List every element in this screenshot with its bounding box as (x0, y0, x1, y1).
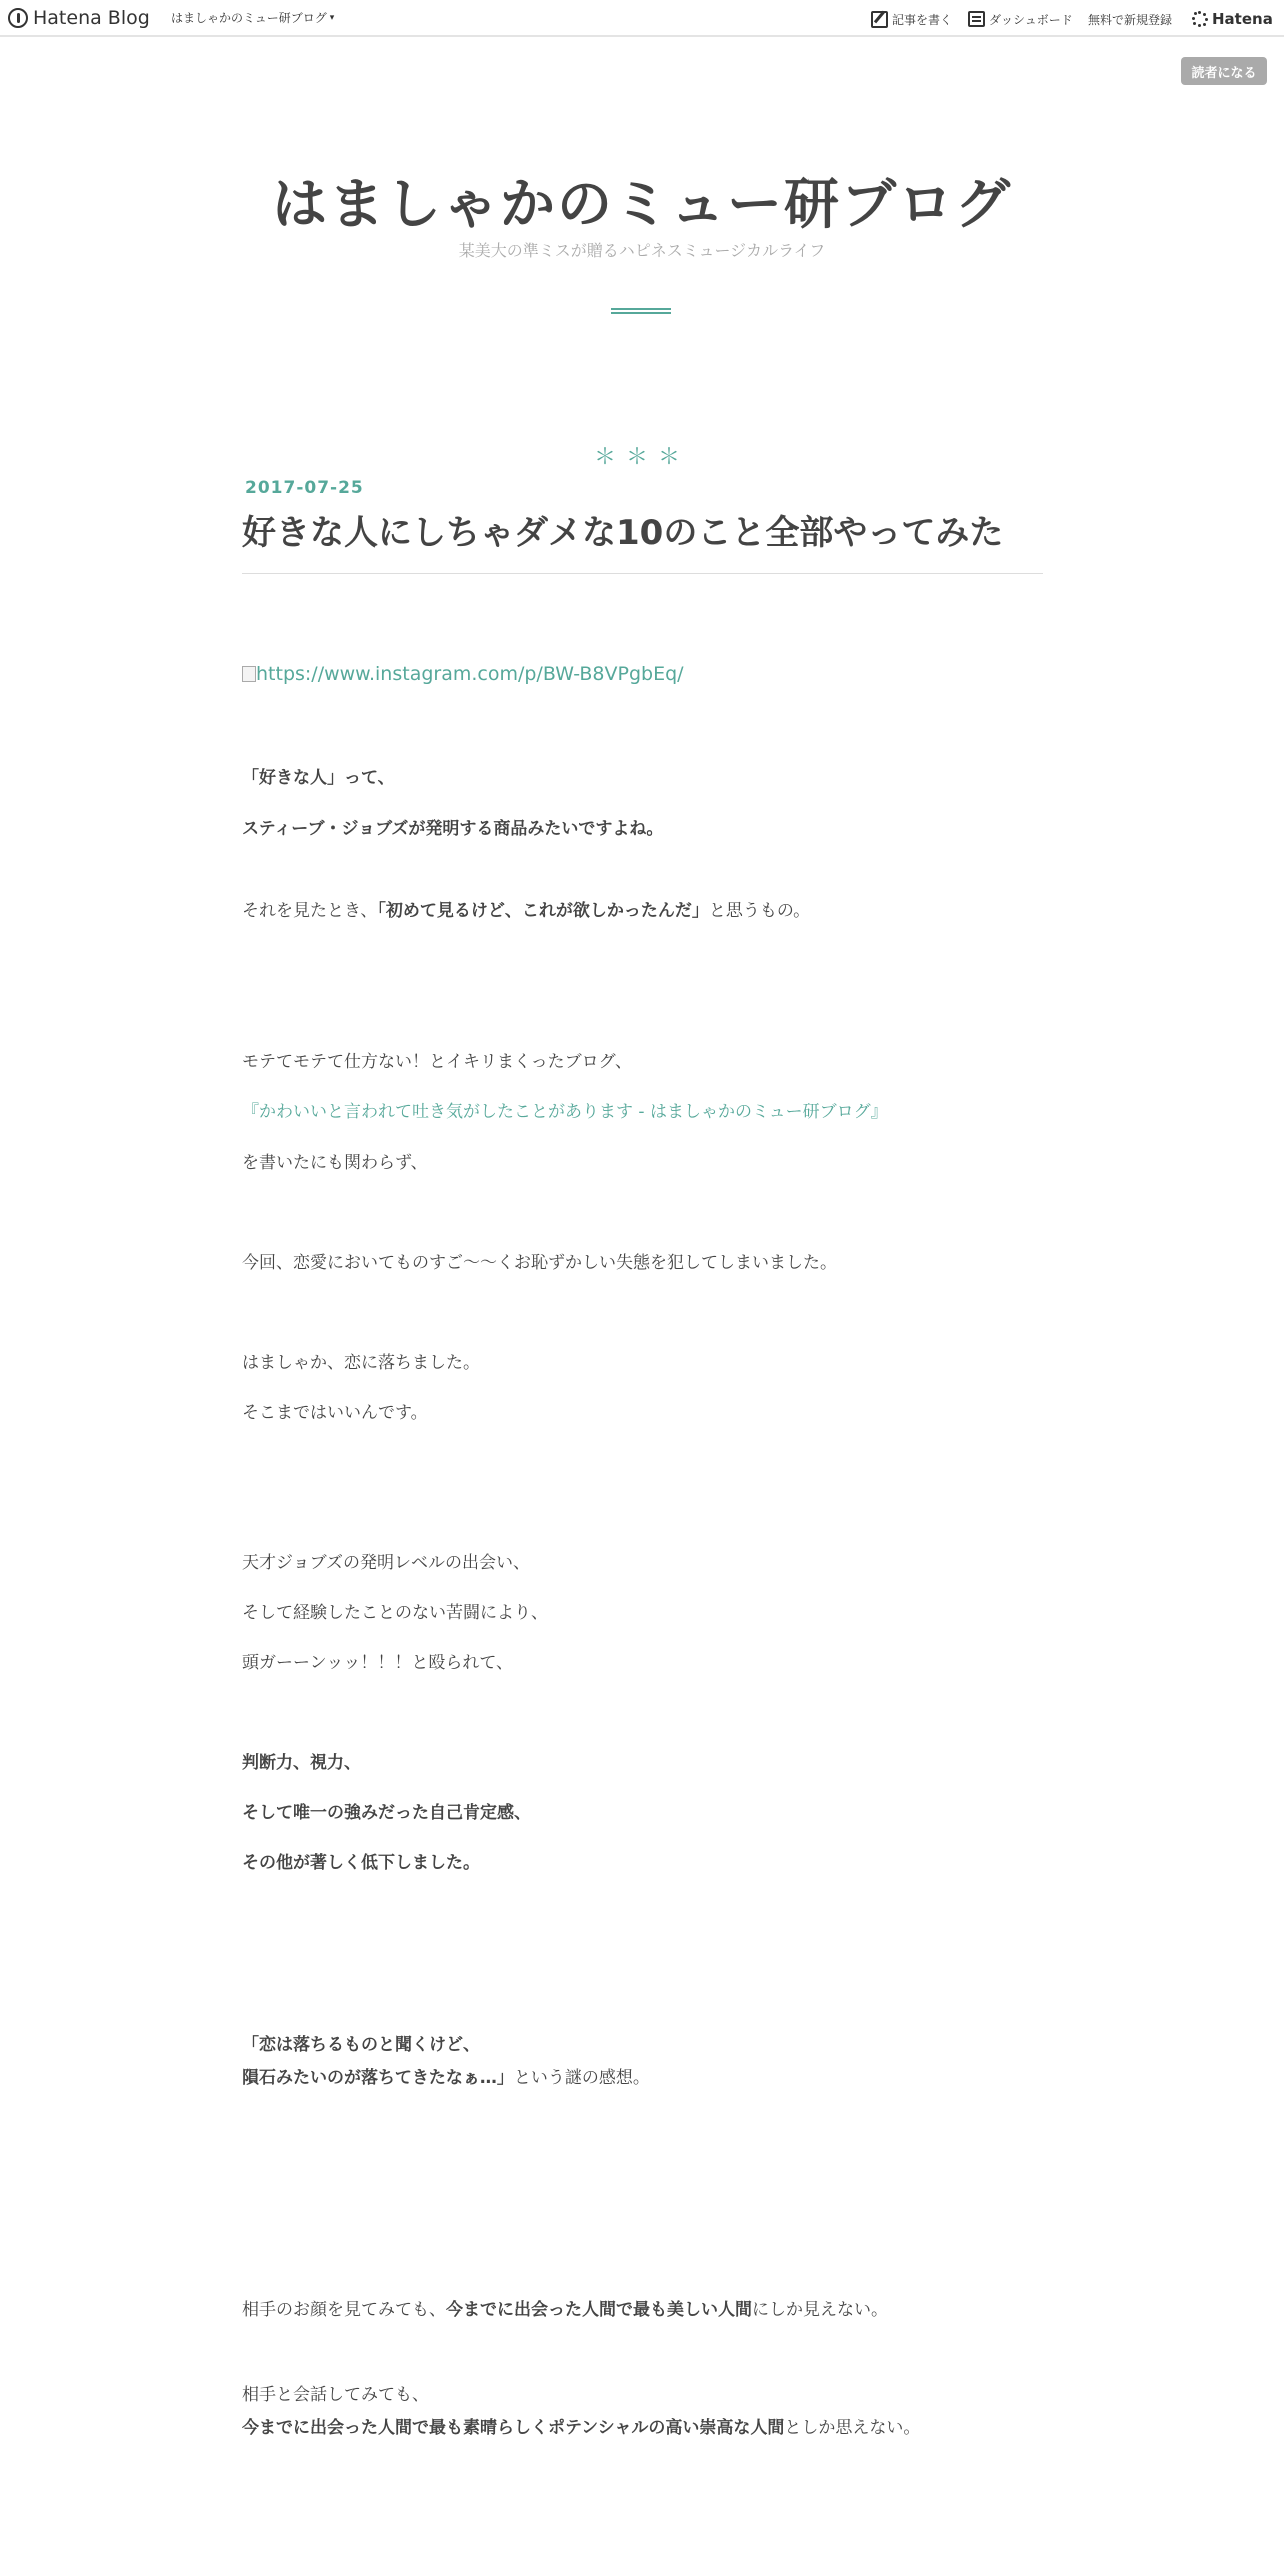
write-entry-link[interactable] (871, 8, 952, 30)
entry-separator: ＊＊＊ (593, 445, 690, 470)
header-divider (611, 308, 671, 314)
paragraph: 「恋は落ちるものと聞くけど、 (242, 2035, 480, 2055)
paragraph: 「好きな人」って、 (242, 768, 395, 788)
blog-title[interactable]: はましゃかのミュー研ブログ (272, 172, 1012, 236)
bracket-open: 『 (242, 1102, 259, 1122)
paragraph: 相手と会話してみても、 (242, 2385, 429, 2405)
paragraph (242, 903, 810, 920)
blog-description: 某美大の準ミスが贈るハピネスミュージカルライフ (458, 241, 826, 260)
entry-image-alt: https://www.instagram.com/p/BW-B8VPgbEq/ (256, 663, 684, 685)
hatena-blog-logo-icon (8, 8, 28, 28)
paragraph: スティーブ・ジョブズが発明する商品みたいですよね。 (242, 819, 664, 839)
paragraph: 今回、恋愛においてものすご〜〜くお恥ずかしい失態を犯してしまいました。 (242, 1253, 837, 1273)
entry-date[interactable]: 2017-07-25 (245, 478, 364, 498)
blog-switcher[interactable] (171, 9, 334, 26)
signup-label: 無料で新規登録 (1088, 12, 1173, 27)
related-article-link[interactable]: かわいいと言われて吐き気がしたことがあります - はましゃかのミュー研ブログ (259, 1102, 871, 1122)
text-span: それを見たとき、 (242, 901, 378, 921)
text-span: としか思えない。 (784, 2418, 921, 2438)
entry-title-divider (242, 573, 1043, 574)
paragraph: はましゃか、恋に落ちました。 (242, 1353, 480, 1373)
bold-span: 今までに出会った人間で最も美しい人間 (446, 2300, 752, 2320)
hatena-label: Hatena (1212, 10, 1273, 28)
bold-span: 今までに出会った人間で最も素晴らしくポテンシャルの高い崇高な人間 (242, 2418, 785, 2438)
global-header (0, 0, 1284, 37)
hatena-menu[interactable] (1192, 8, 1273, 30)
paragraph: 判断力、視力、 (242, 1753, 361, 1773)
paragraph: そして唯一の強みだった自己肯定感、 (242, 1803, 531, 1823)
paragraph (242, 2420, 920, 2437)
paragraph (242, 2302, 888, 2319)
text-span: という謎の感想。 (513, 2068, 650, 2088)
text-span: と思うもの。 (708, 901, 811, 921)
blog-switcher-label: はましゃかのミュー研ブログ (171, 11, 327, 25)
write-entry-label: 記事を書く (892, 12, 953, 27)
bold-span: 隕石みたいのが落ちてきたなぁ…」 (242, 2068, 514, 2088)
hatena-icon (1192, 11, 1208, 27)
entry-title[interactable]: 好きな人にしちゃダメな10のこと全部やってみた (242, 513, 1004, 553)
paragraph (242, 2070, 650, 2087)
paragraph (242, 1104, 888, 1121)
pencil-icon (871, 11, 888, 28)
bracket-close: 』 (870, 1102, 888, 1122)
dashboard-label: ダッシュボード (989, 12, 1073, 27)
bold-span: 「初めて見るけど、これが欲しかったんだ」 (377, 901, 709, 921)
entry-image[interactable] (242, 663, 684, 685)
hatena-blog-logo-text: Hatena Blog (33, 7, 150, 29)
paragraph: そこまではいいんです。 (242, 1403, 428, 1423)
broken-image-icon (242, 666, 256, 682)
chevron-down-icon: ▾ (329, 12, 335, 23)
dashboard-icon (968, 11, 985, 27)
paragraph: モテてモテて仕方ない！とイキリまくったブログ、 (242, 1052, 632, 1072)
dashboard-link[interactable] (968, 8, 1073, 30)
text-span: にしか見えない。 (752, 2300, 888, 2320)
paragraph: を書いたにも関わらず、 (242, 1153, 428, 1173)
hatena-blog-logo[interactable] (8, 5, 150, 31)
subscribe-button[interactable]: 読者になる (1181, 57, 1267, 85)
paragraph: 頭ガーーンッッ！！！と殴られて、 (242, 1653, 513, 1673)
signup-link[interactable] (1088, 8, 1172, 30)
paragraph: そして経験したことのない苦闘により、 (242, 1603, 548, 1623)
text-span: 相手のお顔を見てみても、 (242, 2300, 446, 2320)
paragraph: その他が著しく低下しました。 (242, 1853, 480, 1873)
paragraph: 天才ジョブズの発明レベルの出会い、 (242, 1553, 530, 1573)
